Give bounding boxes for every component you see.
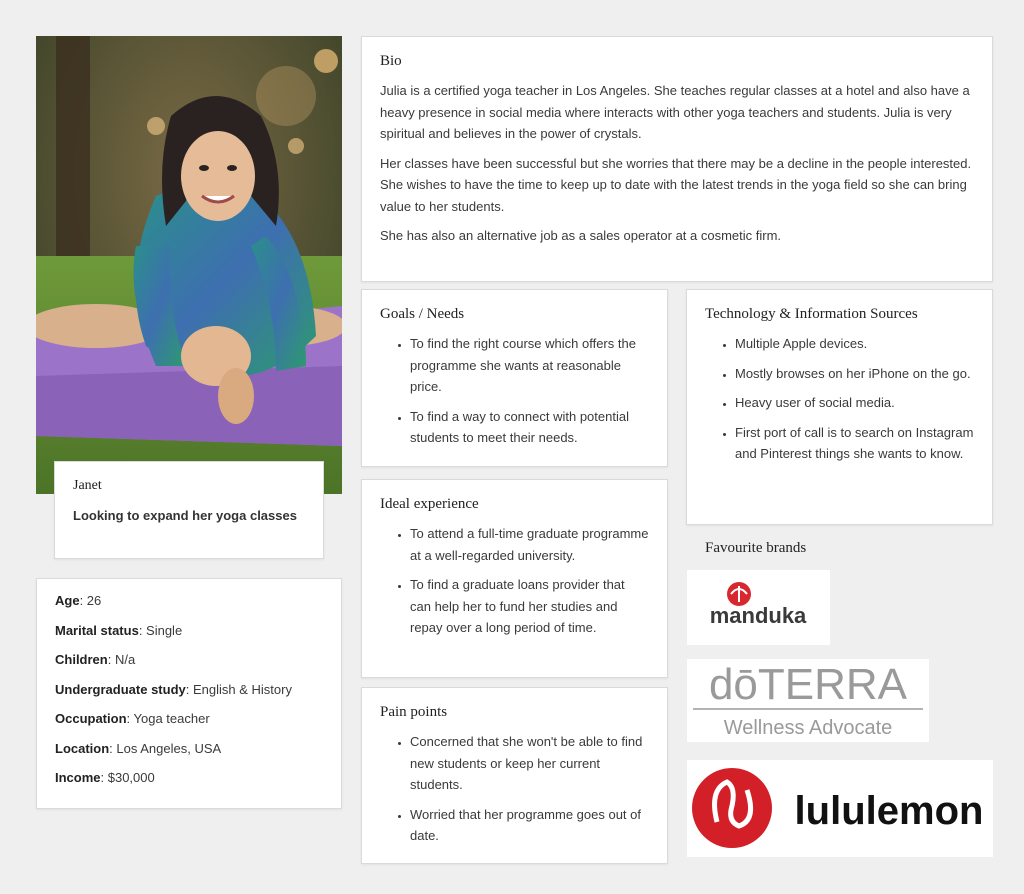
ideal-title: Ideal experience [380, 496, 479, 512]
persona-photo [36, 36, 342, 494]
pain-list [380, 731, 649, 847]
stat-value: : $30,000 [100, 770, 155, 785]
stat-label: Marital status [55, 622, 139, 638]
list-item: • Concerned that she won't be able to find new students or keep her current students. [410, 731, 649, 796]
list-item: • Multiple Apple devices. [735, 333, 974, 355]
stat-label: Occupation [55, 711, 127, 726]
stat-value: : Los Angeles, USA [109, 740, 222, 756]
list-item: • Worried that her programme goes out of date. [410, 804, 649, 847]
ideal-list [380, 523, 649, 639]
list-item: • To attend a full-time graduate programme at a well-regarded university. [410, 523, 649, 566]
manduka-wordmark: manduka [709, 603, 807, 628]
favourite-brands-title: Favourite brands [705, 540, 807, 556]
bio-paragraph: Her classes have been successful but she worries that there may be a decline in the people interested. She wishes to have the time to keep up to date with the latest trends in the yoga field so she can bring value to her students. [380, 155, 972, 214]
list-item: • First port of call is to search on Instagram and Pinterest things she wants to know. [735, 422, 974, 465]
stat-age [55, 593, 323, 609]
stat-value: : English & History [185, 681, 292, 697]
goals-title: Goals / Needs [380, 306, 465, 322]
goals-card [361, 289, 668, 467]
stat-income [55, 770, 323, 786]
demographics-card [36, 578, 342, 809]
stat-label: Undergraduate study [55, 681, 186, 697]
stat-marital-status [55, 623, 323, 639]
lululemon-wordmark: lululemon [794, 789, 984, 833]
tech-title: Technology & Information Sources [705, 306, 918, 322]
stat-occupation [55, 711, 323, 727]
bio-title: Bio [380, 53, 402, 69]
ideal-experience-card [361, 479, 668, 678]
bio-paragraph: Julia is a certified yoga teacher in Los Angeles. She teaches regular classes at a hotel and also have a heavy presence in social media where interacts with other yoga teachers and students. Julia is very spiritual and believes in the power of crystals. [380, 83, 970, 141]
doterra-wordmark: dōTERRA [708, 660, 908, 709]
stat-value: : N/a [107, 652, 136, 667]
doterra-subtitle: Wellness Advocate [723, 717, 893, 739]
stat-location [55, 741, 323, 757]
stat-children [55, 652, 323, 668]
manduka-logo [687, 570, 830, 645]
stat-label: Age [55, 593, 80, 608]
stat-value: : Yoga teacher [126, 711, 210, 726]
stat-value: : 26 [79, 593, 102, 608]
list-item: • To find the right course which offers the programme she wants at reasonable price. [410, 333, 649, 398]
pain-title: Pain points [380, 704, 448, 720]
bio-paragraph: She has also an alternative job as a sales operator at a cosmetic firm. [380, 228, 782, 243]
stat-undergraduate-study [55, 682, 323, 698]
persona-name: Janet [73, 478, 102, 493]
list-item: • Mostly browses on her iPhone on the go. [735, 363, 974, 385]
tech-list [705, 333, 974, 465]
goals-list [380, 333, 649, 449]
persona-name-card [54, 461, 324, 559]
persona-tagline: Looking to expand her yoga classes [73, 508, 297, 523]
lululemon-logo [687, 760, 993, 857]
doterra-logo [687, 659, 929, 742]
list-item: • Heavy user of social media. [735, 392, 974, 414]
stat-label: Location [55, 740, 110, 756]
list-item: • To find a graduate loans provider that can help her to fund her studies and repay over a long period of time. [410, 574, 649, 639]
stat-label: Children [55, 652, 108, 667]
stat-label: Income [55, 770, 101, 785]
stat-value: : Single [138, 622, 183, 638]
bio-card [361, 36, 993, 282]
list-item: • To find a way to connect with potential students to meet their needs. [410, 406, 649, 449]
pain-points-card [361, 687, 668, 864]
technology-card [686, 289, 993, 525]
